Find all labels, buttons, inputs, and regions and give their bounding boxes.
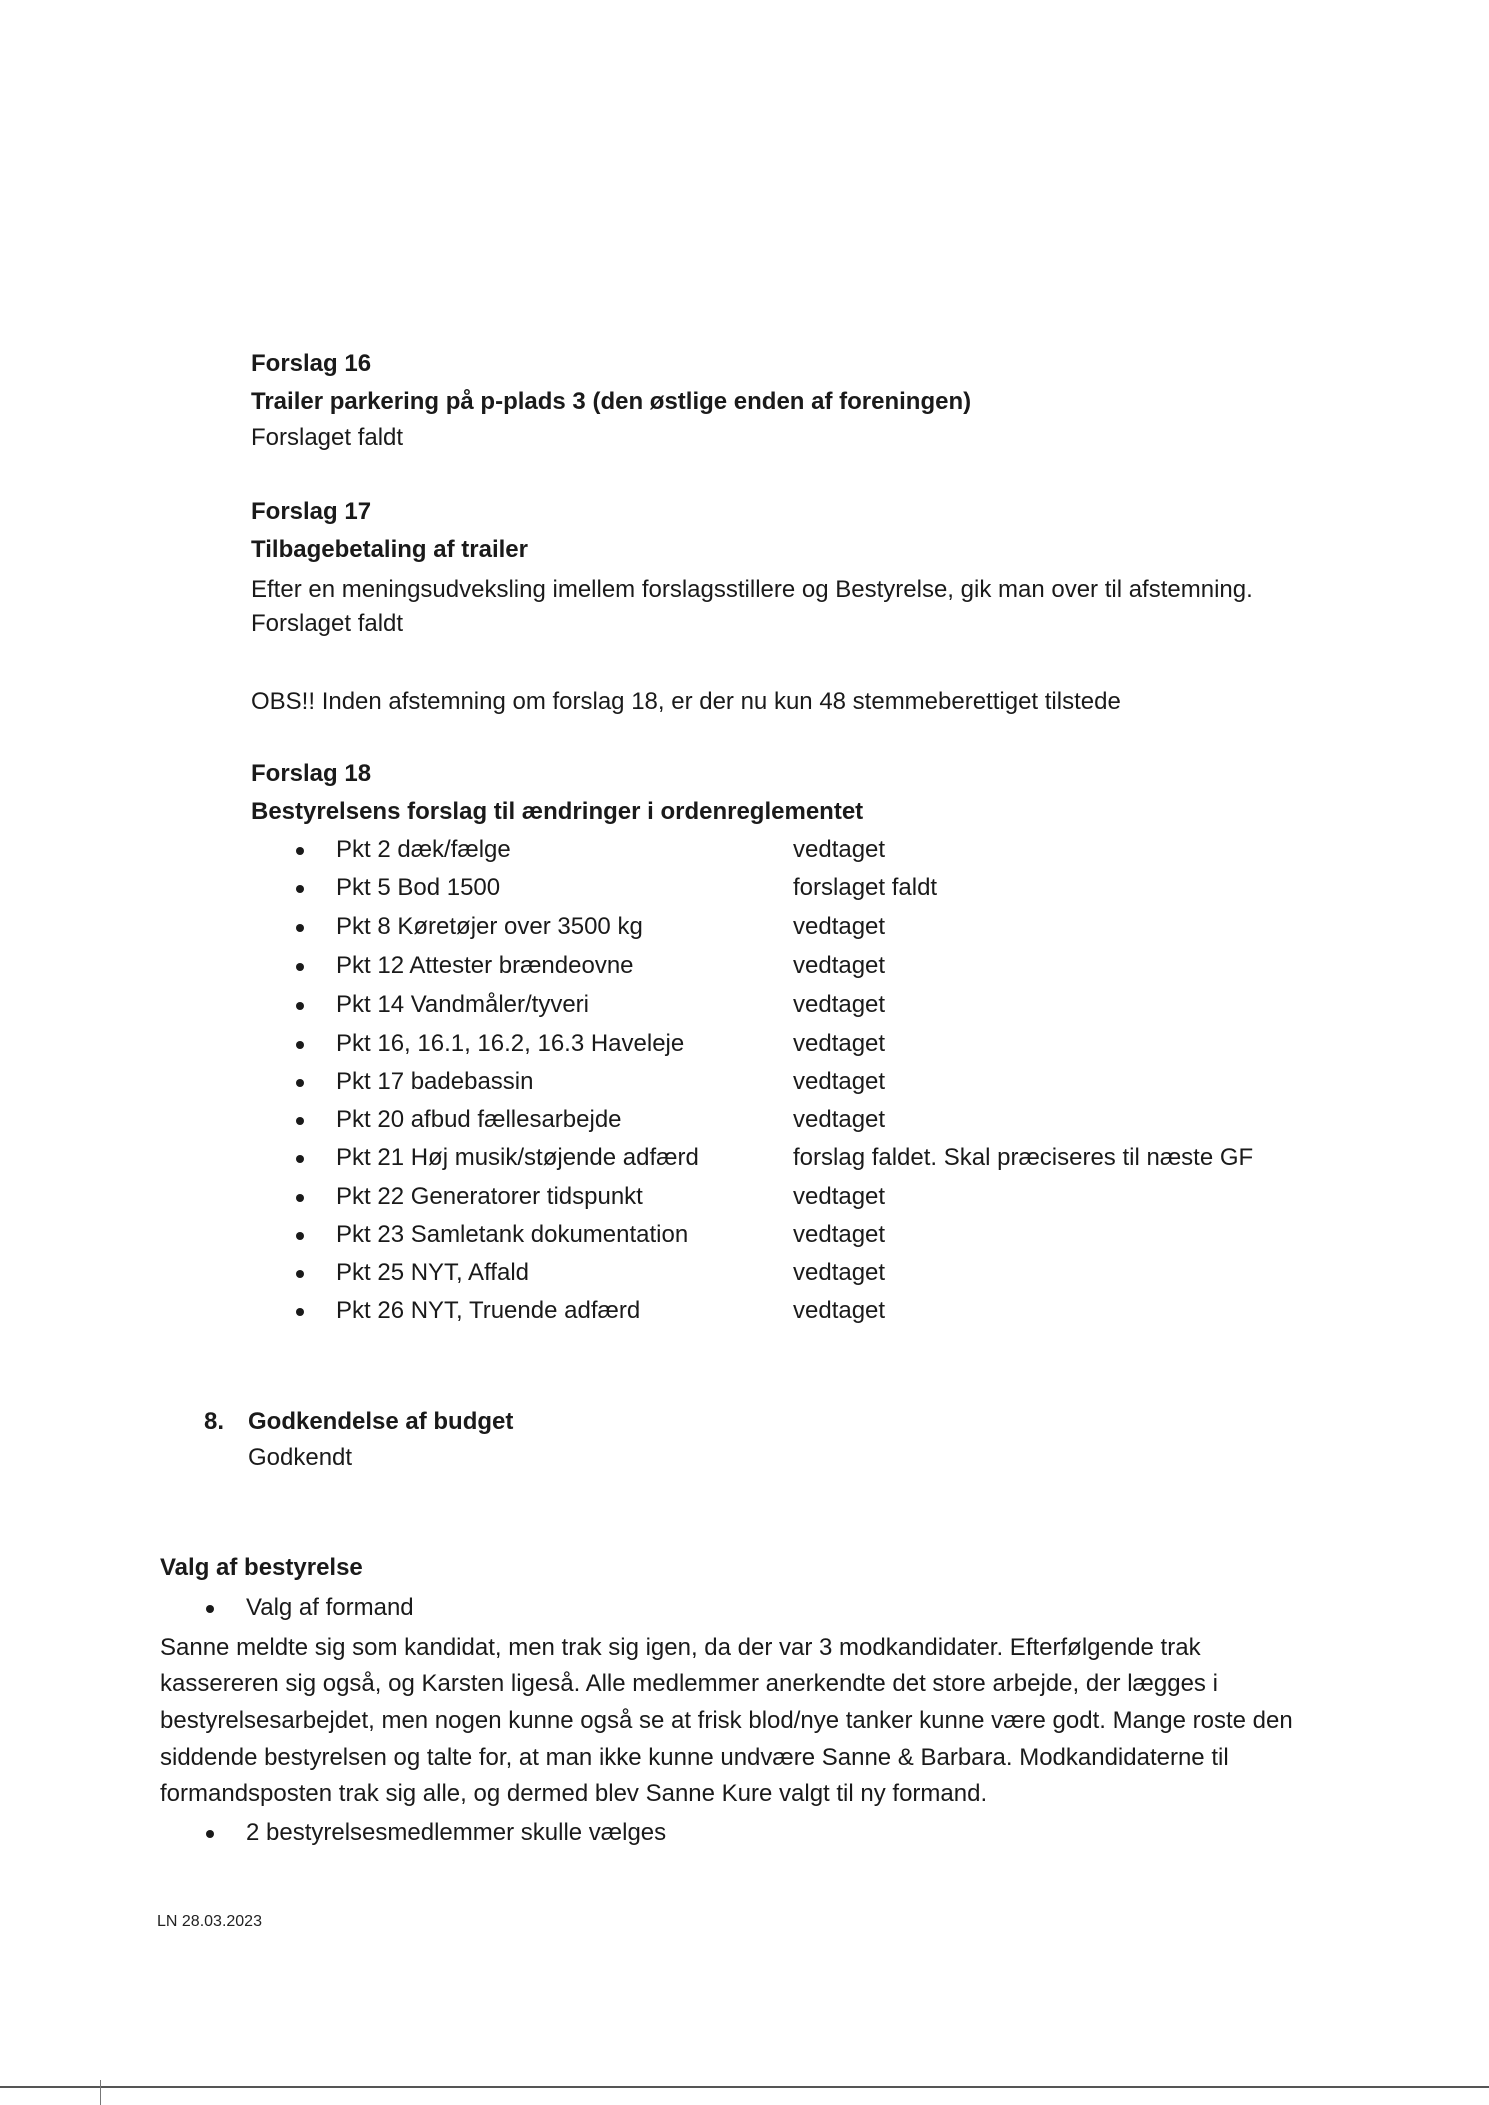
section8-number: 8. [204,1408,225,1435]
item-result: vedtaget [793,1106,886,1133]
forslag16-heading: Forslag 16 [251,350,372,377]
item-label: Pkt 16, 16.1, 16.2, 16.3 Haveleje [336,1030,685,1057]
page-divider [0,2086,1489,2088]
section8-heading: Godkendelse af budget [248,1408,514,1435]
item-label: Pkt 8 Køretøjer over 3500 kg [336,913,643,940]
item-result: vedtaget [793,1030,886,1057]
bullet-icon [206,1830,214,1838]
item-label: Pkt 22 Generatorer tidspunkt [336,1183,643,1210]
item-label: Pkt 21 Høj musik/støjende adfærd [336,1144,699,1171]
page-divider-tick [100,2080,101,2105]
bullet-icon [296,1079,304,1087]
bullet-icon [296,963,304,971]
footer-date: LN 28.03.2023 [157,1913,262,1930]
item-label: 2 bestyrelsesmedlemmer skulle vælges [246,1819,667,1846]
valg-paragraph-line-2: kassereren sig også, og Karsten ligeså. Alle medlemmer anerkendte det store arbejde, der lægges i [160,1670,1218,1697]
forslag16-title: Trailer parkering på p-plads 3 (den østlige enden af foreningen) [251,388,972,415]
valg-paragraph-line-4: siddende bestyrelsen og talte for, at man ikke kunne undvære Sanne & Barbara. Modkandidaterne til [160,1744,1229,1771]
valg-paragraph-line-1: Sanne meldte sig som kandidat, men trak sig igen, da der var 3 modkandidater. Efterfølgende trak [160,1634,1201,1661]
forslag18-title: Bestyrelsens forslag til ændringer i ordenreglementet [251,798,864,825]
bullet-icon [296,1232,304,1240]
item-label: Pkt 17 badebassin [336,1068,534,1095]
item-result: vedtaget [793,1221,886,1248]
bullet-icon [296,924,304,932]
obs-note: OBS!! Inden afstemning om forslag 18, er der nu kun 48 stemmeberettiget tilstede [251,688,1121,715]
forslag17-result: Forslaget faldt [251,610,404,637]
forslag16-result: Forslaget faldt [251,424,404,451]
item-label: Pkt 5 Bod 1500 [336,874,501,901]
item-result: vedtaget [793,836,886,863]
bullet-icon [206,1605,214,1613]
item-label: Pkt 23 Samletank dokumentation [336,1221,689,1248]
bullet-icon [296,1002,304,1010]
bullet-icon [296,1308,304,1316]
bullet-icon [296,1041,304,1049]
bullet-icon [296,1117,304,1125]
valg-paragraph-line-3: bestyrelsesarbejdet, men nogen kunne også se at frisk blod/nye tanker kunne være godt. Mange roste den [160,1707,1293,1734]
forslag17-title: Tilbagebetaling af trailer [251,536,528,563]
bullet-icon [296,847,304,855]
bullet-icon [296,1194,304,1202]
forslag17-heading: Forslag 17 [251,498,372,525]
item-result: vedtaget [793,1068,886,1095]
bullet-icon [296,1155,304,1163]
item-label: Pkt 20 afbud fællesarbejde [336,1106,622,1133]
section8-result: Godkendt [248,1444,353,1471]
item-label: Valg af formand [246,1594,414,1621]
item-result: forslag faldet. Skal præciseres til næste GF [793,1144,1254,1171]
item-label: Pkt 26 NYT, Truende adfærd [336,1297,641,1324]
item-label: Pkt 25 NYT, Affald [336,1259,529,1286]
item-label: Pkt 2 dæk/fælge [336,836,511,863]
forslag18-items-list [296,832,1296,1332]
valg-paragraph-line-5: formandsposten trak sig alle, og dermed blev Sanne Kure valgt til ny formand. [160,1780,988,1807]
item-result: vedtaget [793,1259,886,1286]
item-result: vedtaget [793,952,886,979]
item-result: forslaget faldt [793,874,938,901]
item-label: Pkt 14 Vandmåler/tyveri [336,991,589,1018]
item-result: vedtaget [793,991,886,1018]
item-result: vedtaget [793,1297,886,1324]
valg-heading: Valg af bestyrelse [160,1554,363,1581]
item-result: vedtaget [793,1183,886,1210]
bullet-icon [296,885,304,893]
item-label: Pkt 12 Attester brændeovne [336,952,634,979]
forslag17-text: Efter en meningsudveksling imellem forslagsstillere og Bestyrelse, gik man over til afstemning. [251,576,1253,603]
bullet-icon [296,1270,304,1278]
item-result: vedtaget [793,913,886,940]
forslag18-heading: Forslag 18 [251,760,372,787]
